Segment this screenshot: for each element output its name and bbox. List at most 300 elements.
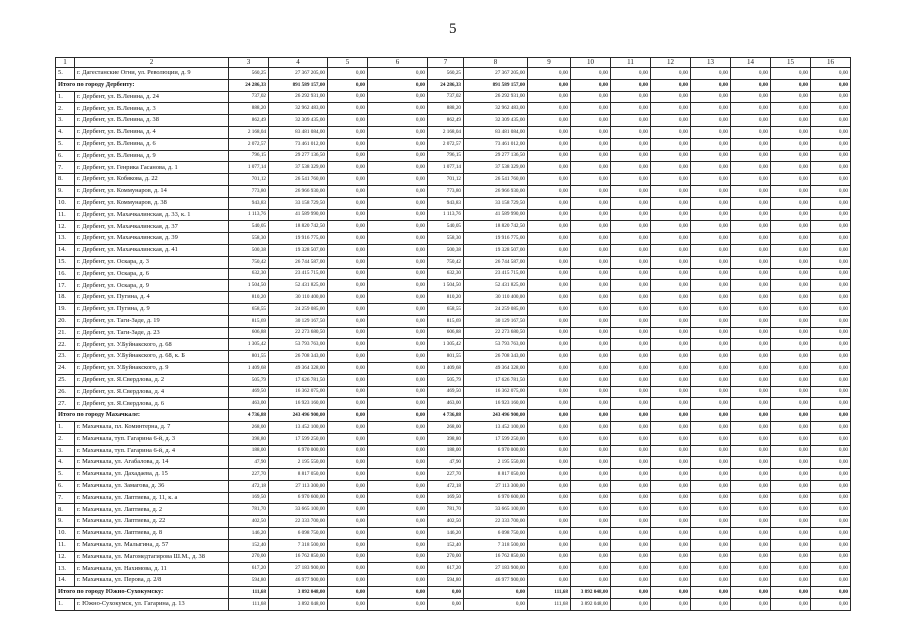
table-row bbox=[56, 221, 851, 233]
value-cell: 0,00 bbox=[651, 480, 691, 492]
value-cell: 505,79 bbox=[229, 374, 269, 386]
value-cell: 0,00 bbox=[368, 233, 428, 245]
value-cell: 0,00 bbox=[328, 292, 368, 304]
table-row bbox=[56, 563, 851, 575]
value-cell: 0,00 bbox=[651, 339, 691, 351]
value-cell: 0,00 bbox=[691, 551, 731, 563]
value-cell: 463,00 bbox=[428, 398, 464, 410]
address-cell: г. Махачкала, ул. Замагова, д. 36 bbox=[75, 480, 229, 492]
value-cell: 0,00 bbox=[811, 598, 851, 610]
value-cell: 0,00 bbox=[368, 469, 428, 481]
value-cell: 17 599 250,00 bbox=[464, 433, 528, 445]
value-cell: 0,00 bbox=[528, 68, 571, 80]
value-cell: 73 461 012,00 bbox=[269, 138, 328, 150]
value-cell: 6 098 750,00 bbox=[464, 528, 528, 540]
address-cell: г. Махачкала, туп. Гагарина 6-й, д. 3 bbox=[75, 433, 229, 445]
address-cell: г. Дербент, ул. Пугина, д. 9 bbox=[75, 303, 229, 315]
value-cell: 0,00 bbox=[651, 457, 691, 469]
row-number: 6. bbox=[56, 480, 75, 492]
value-cell: 0,00 bbox=[651, 351, 691, 363]
value-cell: 0,00 bbox=[368, 327, 428, 339]
value-cell: 862,49 bbox=[229, 115, 269, 127]
subtotal-value-cell: 891 589 157,00 bbox=[269, 79, 328, 91]
value-cell: 0,00 bbox=[611, 504, 651, 516]
value-cell: 18 820 742,50 bbox=[464, 221, 528, 233]
table-row bbox=[56, 528, 851, 540]
value-cell: 0,00 bbox=[691, 374, 731, 386]
value-cell: 0,00 bbox=[368, 221, 428, 233]
value-cell: 0,00 bbox=[571, 162, 611, 174]
row-number: 14. bbox=[56, 575, 75, 587]
value-cell: 0,00 bbox=[528, 221, 571, 233]
value-cell: 0,00 bbox=[571, 209, 611, 221]
value-cell: 0,00 bbox=[811, 563, 851, 575]
value-cell: 0,00 bbox=[651, 256, 691, 268]
value-cell: 0,00 bbox=[611, 598, 651, 610]
value-cell: 29 277 136,50 bbox=[464, 150, 528, 162]
value-cell: 46 977 900,00 bbox=[464, 575, 528, 587]
value-cell: 0,00 bbox=[811, 421, 851, 433]
value-cell: 26 744 587,00 bbox=[269, 256, 328, 268]
value-cell: 0,00 bbox=[651, 504, 691, 516]
value-cell: 7 318 500,00 bbox=[464, 539, 528, 551]
value-cell: 0,00 bbox=[368, 516, 428, 528]
value-cell: 1 077,14 bbox=[428, 162, 464, 174]
address-cell: г. Дербент, ул. Махачкалинская, д. 37 bbox=[75, 221, 229, 233]
value-cell: 0,00 bbox=[368, 268, 428, 280]
value-cell: 701,12 bbox=[428, 174, 464, 186]
value-cell: 30 110 400,00 bbox=[269, 292, 328, 304]
value-cell: 0,00 bbox=[771, 457, 811, 469]
value-cell: 0,00 bbox=[571, 303, 611, 315]
address-cell: г. Дербент, ул. У.Буйнакского, д. 68 bbox=[75, 339, 229, 351]
value-cell: 658,55 bbox=[428, 303, 464, 315]
value-cell: 0,00 bbox=[368, 150, 428, 162]
value-cell: 0,00 bbox=[691, 421, 731, 433]
value-cell: 0,00 bbox=[731, 150, 771, 162]
value-cell: 0,00 bbox=[731, 374, 771, 386]
value-cell: 0,00 bbox=[771, 374, 811, 386]
value-cell: 701,12 bbox=[229, 174, 269, 186]
value-cell: 0,00 bbox=[651, 528, 691, 540]
value-cell: 0,00 bbox=[611, 103, 651, 115]
value-cell: 0,00 bbox=[428, 598, 464, 610]
row-number: 14. bbox=[56, 244, 75, 256]
value-cell: 29 277 136,50 bbox=[269, 150, 328, 162]
value-cell: 0,00 bbox=[571, 256, 611, 268]
value-cell: 0,00 bbox=[368, 280, 428, 292]
value-cell: 0,00 bbox=[811, 209, 851, 221]
value-cell: 560,25 bbox=[229, 68, 269, 80]
subtotal-value-cell: 3 892 048,00 bbox=[571, 587, 611, 599]
value-cell: 0,00 bbox=[811, 480, 851, 492]
value-cell: 0,00 bbox=[571, 445, 611, 457]
value-cell: 0,00 bbox=[771, 445, 811, 457]
value-cell: 0,00 bbox=[691, 256, 731, 268]
value-cell: 0,00 bbox=[771, 244, 811, 256]
value-cell: 0,00 bbox=[651, 327, 691, 339]
row-number: 15. bbox=[56, 256, 75, 268]
value-cell: 17 626 781,50 bbox=[269, 374, 328, 386]
value-cell: 0,00 bbox=[691, 280, 731, 292]
value-cell: 0,00 bbox=[691, 469, 731, 481]
subtotal-value-cell: 0,00 bbox=[771, 79, 811, 91]
address-cell: г. Махачкала, туп. Гагарина 6-й, д. 4 bbox=[75, 445, 229, 457]
table-row bbox=[56, 126, 851, 138]
value-cell: 0,00 bbox=[651, 398, 691, 410]
row-number: 27. bbox=[56, 398, 75, 410]
column-number-header: 4 bbox=[269, 58, 328, 68]
value-cell: 0,00 bbox=[368, 115, 428, 127]
value-cell: 13 452 100,00 bbox=[464, 421, 528, 433]
value-cell: 0,00 bbox=[611, 126, 651, 138]
value-cell: 0,00 bbox=[368, 103, 428, 115]
value-cell: 27 367 205,00 bbox=[464, 68, 528, 80]
address-cell: г. Махачкала, ул. Малыгина, д. 57 bbox=[75, 539, 229, 551]
value-cell: 0,00 bbox=[811, 197, 851, 209]
address-cell: г. Махачкала, ул. Лаптиева, д. 22 bbox=[75, 516, 229, 528]
subtotal-row bbox=[56, 79, 851, 91]
value-cell: 0,00 bbox=[691, 174, 731, 186]
table-row bbox=[56, 492, 851, 504]
value-cell: 146,20 bbox=[229, 528, 269, 540]
value-cell: 0,00 bbox=[528, 138, 571, 150]
value-cell: 111,68 bbox=[229, 598, 269, 610]
value-cell: 0,00 bbox=[368, 598, 428, 610]
value-cell: 30 129 167,50 bbox=[269, 315, 328, 327]
value-cell: 0,00 bbox=[691, 103, 731, 115]
address-cell: г. Дербент, ул. Таги-Заде, д. 23 bbox=[75, 327, 229, 339]
table-row bbox=[56, 374, 851, 386]
table-row bbox=[56, 327, 851, 339]
value-cell: 17 626 781,50 bbox=[464, 374, 528, 386]
value-cell: 0,00 bbox=[368, 244, 428, 256]
value-cell: 0,00 bbox=[691, 303, 731, 315]
table-row bbox=[56, 303, 851, 315]
address-cell: г. Дербент, ул. Таги-Заде, д. 19 bbox=[75, 315, 229, 327]
value-cell: 0,00 bbox=[571, 386, 611, 398]
value-cell: 0,00 bbox=[528, 445, 571, 457]
value-cell: 0,00 bbox=[651, 126, 691, 138]
value-cell: 750,42 bbox=[229, 256, 269, 268]
row-number: 26. bbox=[56, 386, 75, 398]
value-cell: 47,90 bbox=[428, 457, 464, 469]
value-cell: 146,20 bbox=[428, 528, 464, 540]
value-cell: 0,00 bbox=[651, 563, 691, 575]
value-cell: 111,68 bbox=[528, 598, 571, 610]
value-cell: 270,00 bbox=[229, 551, 269, 563]
value-cell: 13 452 100,00 bbox=[269, 421, 328, 433]
value-cell: 801,55 bbox=[428, 351, 464, 363]
value-cell: 0,00 bbox=[328, 138, 368, 150]
row-number: 23. bbox=[56, 351, 75, 363]
value-cell: 0,00 bbox=[691, 339, 731, 351]
value-cell: 0,00 bbox=[811, 292, 851, 304]
subtotal-value-cell: 0,00 bbox=[691, 587, 731, 599]
value-cell: 0,00 bbox=[528, 575, 571, 587]
value-cell: 0,00 bbox=[328, 457, 368, 469]
value-cell: 0,00 bbox=[571, 115, 611, 127]
value-cell: 594,80 bbox=[229, 575, 269, 587]
value-cell: 943,83 bbox=[428, 197, 464, 209]
value-cell: 0,00 bbox=[368, 528, 428, 540]
table-row bbox=[56, 351, 851, 363]
value-cell: 32 962 483,00 bbox=[464, 103, 528, 115]
value-cell: 52 431 825,00 bbox=[464, 280, 528, 292]
value-cell: 0,00 bbox=[691, 398, 731, 410]
subtotal-value-cell: 0,00 bbox=[368, 79, 428, 91]
value-cell: 0,00 bbox=[651, 162, 691, 174]
value-cell: 0,00 bbox=[771, 256, 811, 268]
value-cell: 0,00 bbox=[731, 91, 771, 103]
value-cell: 0,00 bbox=[651, 91, 691, 103]
table-row bbox=[56, 469, 851, 481]
table-row bbox=[56, 115, 851, 127]
address-cell: г. Дербент, ул. Генрика Гасанова, д. 1 bbox=[75, 162, 229, 174]
value-cell: 0,00 bbox=[691, 362, 731, 374]
value-cell: 815,69 bbox=[428, 315, 464, 327]
value-cell: 0,00 bbox=[651, 469, 691, 481]
value-cell: 17 599 250,00 bbox=[269, 433, 328, 445]
value-cell: 0,00 bbox=[651, 445, 691, 457]
value-cell: 32 962 483,00 bbox=[269, 103, 328, 115]
value-cell: 0,00 bbox=[731, 457, 771, 469]
value-cell: 0,00 bbox=[731, 539, 771, 551]
value-cell: 0,00 bbox=[571, 362, 611, 374]
subtotal-value-cell: 111,68 bbox=[528, 587, 571, 599]
value-cell: 0,00 bbox=[571, 138, 611, 150]
subtotal-value-cell: 0,00 bbox=[611, 587, 651, 599]
value-cell: 0,00 bbox=[811, 551, 851, 563]
value-cell: 23 415 715,00 bbox=[464, 268, 528, 280]
value-cell: 0,00 bbox=[691, 386, 731, 398]
value-cell: 0,00 bbox=[328, 598, 368, 610]
value-cell: 0,00 bbox=[611, 480, 651, 492]
value-cell: 0,00 bbox=[368, 162, 428, 174]
value-cell: 469,50 bbox=[229, 386, 269, 398]
value-cell: 0,00 bbox=[691, 138, 731, 150]
value-cell: 0,00 bbox=[328, 421, 368, 433]
address-cell: г. Дербент, ул. В.Ленина, д. 9 bbox=[75, 150, 229, 162]
value-cell: 0,00 bbox=[731, 233, 771, 245]
value-cell: 0,00 bbox=[771, 563, 811, 575]
subtotal-value-cell: 0,00 bbox=[528, 79, 571, 91]
value-cell: 0,00 bbox=[651, 68, 691, 80]
value-cell: 0,00 bbox=[571, 103, 611, 115]
value-cell: 30 129 167,50 bbox=[464, 315, 528, 327]
value-cell: 0,00 bbox=[528, 197, 571, 209]
table-row bbox=[56, 539, 851, 551]
value-cell: 0,00 bbox=[811, 268, 851, 280]
subtotal-value-cell: 0,00 bbox=[771, 410, 811, 422]
value-cell: 0,00 bbox=[571, 68, 611, 80]
value-cell: 0,00 bbox=[771, 469, 811, 481]
value-cell: 0,00 bbox=[731, 244, 771, 256]
value-cell: 0,00 bbox=[691, 433, 731, 445]
value-cell: 33 665 100,00 bbox=[464, 504, 528, 516]
value-cell: 0,00 bbox=[811, 362, 851, 374]
value-cell: 0,00 bbox=[771, 68, 811, 80]
table-row bbox=[56, 209, 851, 221]
value-cell: 6 970 000,00 bbox=[269, 445, 328, 457]
table-row bbox=[56, 256, 851, 268]
value-cell: 500,38 bbox=[428, 244, 464, 256]
value-cell: 0,00 bbox=[571, 339, 611, 351]
value-cell: 0,00 bbox=[811, 68, 851, 80]
column-number-header: 10 bbox=[571, 58, 611, 68]
value-cell: 815,69 bbox=[229, 315, 269, 327]
row-number: 20. bbox=[56, 315, 75, 327]
value-cell: 0,00 bbox=[528, 339, 571, 351]
value-cell: 0,00 bbox=[528, 256, 571, 268]
value-cell: 0,00 bbox=[771, 292, 811, 304]
value-cell: 227,70 bbox=[229, 469, 269, 481]
value-cell: 0,00 bbox=[328, 339, 368, 351]
value-cell: 0,00 bbox=[651, 292, 691, 304]
value-cell: 0,00 bbox=[731, 386, 771, 398]
value-cell: 33 158 729,50 bbox=[269, 197, 328, 209]
value-cell: 1 077,14 bbox=[229, 162, 269, 174]
value-cell: 0,00 bbox=[328, 433, 368, 445]
value-cell: 0,00 bbox=[731, 303, 771, 315]
value-cell: 0,00 bbox=[571, 91, 611, 103]
value-cell: 0,00 bbox=[571, 374, 611, 386]
value-cell: 0,00 bbox=[731, 398, 771, 410]
value-cell: 32 309 435,00 bbox=[269, 115, 328, 127]
value-cell: 0,00 bbox=[731, 339, 771, 351]
value-cell: 0,00 bbox=[368, 563, 428, 575]
value-cell: 0,00 bbox=[651, 421, 691, 433]
column-number-header: 2 bbox=[75, 58, 229, 68]
value-cell: 0,00 bbox=[691, 575, 731, 587]
value-cell: 0,00 bbox=[571, 433, 611, 445]
subtotal-value-cell: 0,00 bbox=[328, 410, 368, 422]
value-cell: 0,00 bbox=[731, 598, 771, 610]
value-cell: 0,00 bbox=[771, 504, 811, 516]
value-cell: 0,00 bbox=[731, 256, 771, 268]
value-cell: 26 541 760,00 bbox=[464, 174, 528, 186]
value-cell: 0,00 bbox=[731, 551, 771, 563]
value-cell: 606,88 bbox=[229, 327, 269, 339]
value-cell: 0,00 bbox=[328, 327, 368, 339]
value-cell: 0,00 bbox=[771, 398, 811, 410]
table-row bbox=[56, 150, 851, 162]
table-row bbox=[56, 315, 851, 327]
table-row bbox=[56, 457, 851, 469]
row-number: 22. bbox=[56, 339, 75, 351]
subtotal-value-cell: 0,00 bbox=[611, 79, 651, 91]
value-cell: 0,00 bbox=[611, 115, 651, 127]
value-cell: 0,00 bbox=[611, 421, 651, 433]
address-cell: г. Махачкала, ул. Магомедтагирова Ш.М., д. 38 bbox=[75, 551, 229, 563]
value-cell: 0,00 bbox=[771, 339, 811, 351]
subtotal-value-cell: 0,00 bbox=[368, 587, 428, 599]
subtotal-value-cell: 243 496 900,00 bbox=[269, 410, 328, 422]
value-cell: 773,80 bbox=[229, 185, 269, 197]
value-cell: 0,00 bbox=[691, 528, 731, 540]
report-table bbox=[55, 57, 851, 611]
value-cell: 0,00 bbox=[368, 504, 428, 516]
value-cell: 188,00 bbox=[428, 445, 464, 457]
value-cell: 0,00 bbox=[691, 445, 731, 457]
value-cell: 0,00 bbox=[811, 138, 851, 150]
value-cell: 0,00 bbox=[368, 138, 428, 150]
subtotal-value-cell: 0,00 bbox=[811, 79, 851, 91]
value-cell: 0,00 bbox=[528, 433, 571, 445]
table-row bbox=[56, 504, 851, 516]
value-cell: 0,00 bbox=[731, 103, 771, 115]
value-cell: 0,00 bbox=[611, 516, 651, 528]
address-cell: г. Дербент, ул. Махачкалинская, д. 39 bbox=[75, 233, 229, 245]
value-cell: 737,02 bbox=[428, 91, 464, 103]
value-cell: 0,00 bbox=[528, 528, 571, 540]
value-cell: 0,00 bbox=[691, 457, 731, 469]
value-cell: 0,00 bbox=[651, 433, 691, 445]
value-cell: 0,00 bbox=[611, 150, 651, 162]
value-cell: 26 966 930,00 bbox=[269, 185, 328, 197]
address-cell: г. Южно-Сухокумск, ул. Гагарина, д. 13 bbox=[75, 598, 229, 610]
value-cell: 617,20 bbox=[229, 563, 269, 575]
column-number-header: 1 bbox=[56, 58, 75, 68]
value-cell: 33 158 729,50 bbox=[464, 197, 528, 209]
value-cell: 617,20 bbox=[428, 563, 464, 575]
value-cell: 0,00 bbox=[731, 268, 771, 280]
address-cell: г. Дербент, ул. Оскара, д. 6 bbox=[75, 268, 229, 280]
value-cell: 540,05 bbox=[428, 221, 464, 233]
value-cell: 22 333 700,00 bbox=[269, 516, 328, 528]
row-number: 13. bbox=[56, 233, 75, 245]
row-number: 5. bbox=[56, 138, 75, 150]
table-row bbox=[56, 185, 851, 197]
value-cell: 0,00 bbox=[771, 551, 811, 563]
value-cell: 0,00 bbox=[731, 185, 771, 197]
subtotal-value-cell: 0,00 bbox=[731, 79, 771, 91]
subtotal-label: Итого по городу Южно-Сухокумску: bbox=[56, 587, 229, 599]
row-number: 11. bbox=[56, 209, 75, 221]
value-cell: 0,00 bbox=[771, 233, 811, 245]
value-cell: 0,00 bbox=[611, 292, 651, 304]
value-cell: 0,00 bbox=[771, 126, 811, 138]
value-cell: 0,00 bbox=[691, 292, 731, 304]
value-cell: 0,00 bbox=[811, 115, 851, 127]
address-cell: г. Дербент, ул. Оскара, д. 3 bbox=[75, 256, 229, 268]
value-cell: 0,00 bbox=[811, 457, 851, 469]
value-cell: 0,00 bbox=[811, 351, 851, 363]
value-cell: 0,00 bbox=[771, 362, 811, 374]
value-cell: 943,83 bbox=[229, 197, 269, 209]
value-cell: 2 168,04 bbox=[428, 126, 464, 138]
value-cell: 30 110 400,00 bbox=[464, 292, 528, 304]
value-cell: 0,00 bbox=[328, 398, 368, 410]
table-row bbox=[56, 91, 851, 103]
subtotal-value-cell: 0,00 bbox=[651, 587, 691, 599]
row-number: 3. bbox=[56, 115, 75, 127]
column-number-header: 11 bbox=[611, 58, 651, 68]
subtotal-value-cell: 0,00 bbox=[731, 410, 771, 422]
value-cell: 0,00 bbox=[571, 563, 611, 575]
value-cell: 0,00 bbox=[571, 233, 611, 245]
value-cell: 0,00 bbox=[611, 539, 651, 551]
value-cell: 0,00 bbox=[528, 292, 571, 304]
address-cell: г. Махачкала, ул. Агабалова, д. 14 bbox=[75, 457, 229, 469]
value-cell: 0,00 bbox=[328, 221, 368, 233]
value-cell: 0,00 bbox=[771, 138, 811, 150]
value-cell: 0,00 bbox=[771, 185, 811, 197]
value-cell: 24 259 085,00 bbox=[269, 303, 328, 315]
value-cell: 152,40 bbox=[428, 539, 464, 551]
row-number: 24. bbox=[56, 362, 75, 374]
value-cell: 0,00 bbox=[328, 374, 368, 386]
